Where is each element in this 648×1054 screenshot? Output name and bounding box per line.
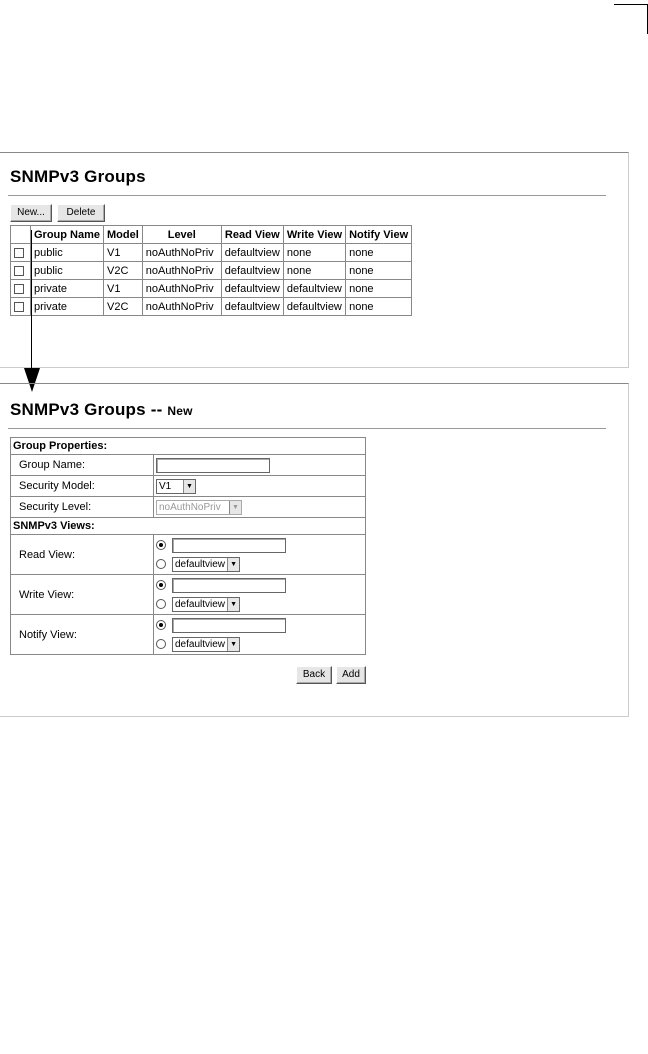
groups-list-title: SNMPv3 Groups bbox=[10, 167, 146, 186]
cell-write-view: none bbox=[283, 262, 345, 280]
write-view-custom-radio[interactable] bbox=[156, 580, 166, 590]
read-view-input[interactable] bbox=[172, 538, 286, 553]
cell-level: noAuthNoPriv bbox=[142, 280, 221, 298]
row-checkbox[interactable] bbox=[14, 284, 24, 294]
chevron-down-icon: ▼ bbox=[227, 598, 239, 611]
write-view-label: Write View: bbox=[11, 575, 154, 615]
column-header-level: Level bbox=[142, 226, 221, 244]
flow-arrow-line bbox=[31, 230, 32, 370]
write-view-select-radio[interactable] bbox=[156, 599, 166, 609]
table-row bbox=[11, 244, 412, 262]
snmpv3-views-header: SNMPv3 Views: bbox=[11, 518, 366, 535]
security-level-select bbox=[156, 500, 242, 515]
cell-level: noAuthNoPriv bbox=[142, 262, 221, 280]
write-view-select[interactable] bbox=[172, 597, 240, 612]
table-row bbox=[11, 298, 412, 316]
table-row bbox=[11, 262, 412, 280]
cell-level: noAuthNoPriv bbox=[142, 244, 221, 262]
groups-table bbox=[10, 225, 412, 316]
cell-group-name: public bbox=[31, 244, 104, 262]
title-divider bbox=[8, 428, 606, 429]
notify-view-select-radio[interactable] bbox=[156, 639, 166, 649]
select-column-header bbox=[11, 226, 31, 244]
cell-model: V2C bbox=[104, 298, 143, 316]
write-view-input[interactable] bbox=[172, 578, 286, 593]
table-row bbox=[11, 280, 412, 298]
cell-notify-view: none bbox=[346, 280, 412, 298]
cell-level: noAuthNoPriv bbox=[142, 298, 221, 316]
notify-view-label: Notify View: bbox=[11, 615, 154, 655]
cell-read-view: defaultview bbox=[221, 280, 283, 298]
notify-view-select-value: defaultview bbox=[175, 638, 226, 650]
read-view-select-value: defaultview bbox=[175, 558, 226, 570]
cell-model: V1 bbox=[104, 244, 143, 262]
cell-notify-view: none bbox=[346, 262, 412, 280]
write-view-select-value: defaultview bbox=[175, 598, 226, 610]
page-corner-mark bbox=[614, 4, 648, 34]
cell-group-name: public bbox=[31, 262, 104, 280]
cell-write-view: defaultview bbox=[283, 298, 345, 316]
security-model-value: V1 bbox=[159, 480, 172, 492]
read-view-select[interactable] bbox=[172, 557, 240, 572]
read-view-custom-radio[interactable] bbox=[156, 540, 166, 550]
chevron-down-icon: ▼ bbox=[227, 558, 239, 571]
read-view-label: Read View: bbox=[11, 535, 154, 575]
notify-view-custom-radio[interactable] bbox=[156, 620, 166, 630]
groups-list-panel bbox=[0, 152, 629, 368]
group-properties-header: Group Properties: bbox=[11, 438, 366, 455]
new-group-title bbox=[10, 400, 193, 420]
row-checkbox[interactable] bbox=[14, 248, 24, 258]
notify-view-select[interactable] bbox=[172, 637, 240, 652]
chevron-down-icon: ▼ bbox=[183, 480, 195, 493]
cell-group-name: private bbox=[31, 298, 104, 316]
column-header-model: Model bbox=[104, 226, 143, 244]
chevron-down-icon: ▼ bbox=[227, 638, 239, 651]
cell-read-view: defaultview bbox=[221, 298, 283, 316]
delete-button[interactable]: Delete bbox=[57, 204, 105, 222]
table-header-row bbox=[11, 226, 412, 244]
group-name-input[interactable] bbox=[156, 458, 270, 473]
new-group-title-main: SNMPv3 Groups -- bbox=[10, 400, 163, 419]
column-header-group-name: Group Name bbox=[31, 226, 104, 244]
row-checkbox[interactable] bbox=[14, 302, 24, 312]
notify-view-input[interactable] bbox=[172, 618, 286, 633]
column-header-notify-view: Notify View bbox=[346, 226, 412, 244]
title-divider bbox=[8, 195, 606, 196]
group-name-label: Group Name: bbox=[11, 455, 154, 476]
add-button[interactable]: Add bbox=[336, 666, 366, 684]
cell-notify-view: none bbox=[346, 298, 412, 316]
back-button[interactable]: Back bbox=[296, 666, 332, 684]
chevron-down-icon: ▼ bbox=[229, 501, 241, 514]
security-level-label: Security Level: bbox=[11, 497, 154, 518]
cell-notify-view: none bbox=[346, 244, 412, 262]
new-group-title-suffix: New bbox=[167, 404, 193, 418]
column-header-write-view: Write View bbox=[283, 226, 345, 244]
cell-group-name: private bbox=[31, 280, 104, 298]
cell-write-view: none bbox=[283, 244, 345, 262]
new-button[interactable]: New... bbox=[10, 204, 52, 222]
cell-model: V2C bbox=[104, 262, 143, 280]
security-model-label: Security Model: bbox=[11, 476, 154, 497]
cell-model: V1 bbox=[104, 280, 143, 298]
cell-read-view: defaultview bbox=[221, 244, 283, 262]
security-model-select[interactable] bbox=[156, 479, 196, 494]
row-checkbox[interactable] bbox=[14, 266, 24, 276]
cell-write-view: defaultview bbox=[283, 280, 345, 298]
read-view-select-radio[interactable] bbox=[156, 559, 166, 569]
group-form bbox=[10, 437, 366, 655]
cell-read-view: defaultview bbox=[221, 262, 283, 280]
column-header-read-view: Read View bbox=[221, 226, 283, 244]
security-level-value: noAuthNoPriv bbox=[159, 501, 221, 513]
